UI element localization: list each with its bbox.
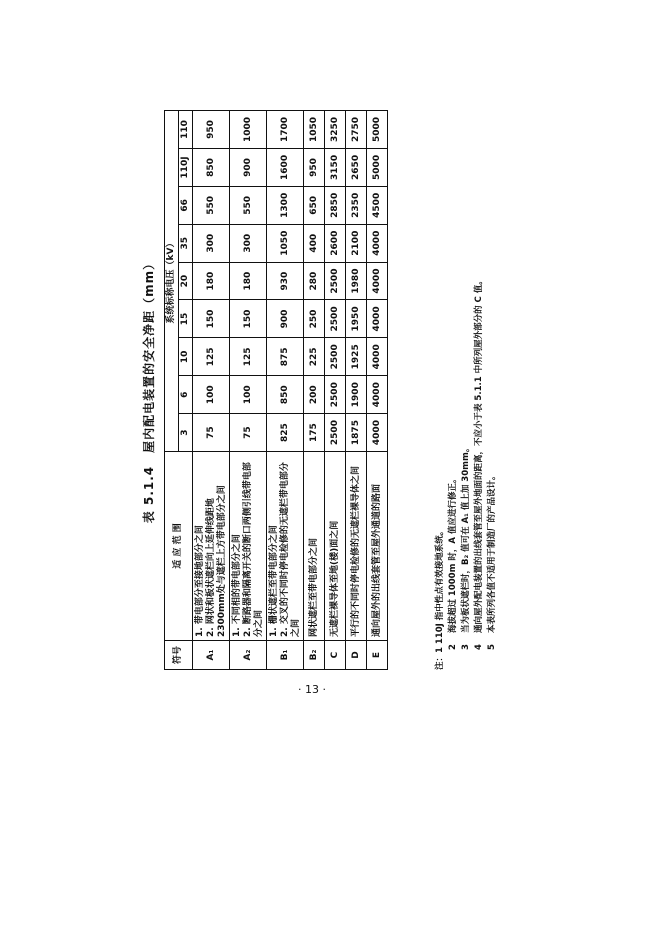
- range-line: 平行的不同时停电检修的无遮栏裸导体之间: [350, 465, 361, 637]
- cell-value: 4000: [367, 262, 388, 300]
- note-item: [460, 110, 473, 670]
- cell-value: 1980: [346, 262, 367, 300]
- cell-value: 75: [193, 414, 230, 452]
- cell-value: 2650: [346, 149, 367, 187]
- cell-value: 2500: [325, 262, 346, 300]
- cell-value: 2350: [346, 186, 367, 224]
- cell-value: 550: [230, 186, 267, 224]
- cell-value: 125: [193, 338, 230, 376]
- cell-value: 2500: [325, 300, 346, 338]
- cell-value: 2500: [325, 414, 346, 452]
- row-symbol: E: [367, 641, 388, 670]
- range-line: 通向屋外的出线套管至屋外通道的路面: [371, 483, 382, 637]
- header-voltage: 10: [179, 338, 193, 376]
- row-range: [346, 452, 367, 641]
- cell-value: 900: [267, 300, 304, 338]
- header-voltage: 3: [179, 414, 193, 452]
- cell-value: 225: [304, 338, 325, 376]
- note-item: [447, 110, 460, 670]
- cell-value: 2100: [346, 224, 367, 262]
- row-range: [325, 452, 346, 641]
- row-range: [193, 452, 230, 641]
- cell-value: 850: [267, 376, 304, 414]
- note-number: 4: [474, 644, 484, 650]
- cell-value: 100: [230, 376, 267, 414]
- table-row: [193, 111, 230, 670]
- range-line: 2. 交叉的不同时停电检修的无遮栏带电部分之间: [279, 462, 301, 637]
- cell-value: 2850: [325, 186, 346, 224]
- cell-value: 4000: [367, 376, 388, 414]
- cell-value: 900: [230, 149, 267, 187]
- cell-value: 1000: [230, 111, 267, 149]
- note-number: 3: [461, 644, 471, 650]
- cell-value: 2600: [325, 224, 346, 262]
- cell-value: 3250: [325, 111, 346, 149]
- cell-value: 100: [193, 376, 230, 414]
- cell-value: 4000: [367, 300, 388, 338]
- cell-value: 400: [304, 224, 325, 262]
- cell-value: 1925: [346, 338, 367, 376]
- rotated-table-sheet: [138, 110, 510, 670]
- row-symbol: B₂: [304, 641, 325, 670]
- cell-value: 4000: [367, 224, 388, 262]
- cell-value: 250: [304, 300, 325, 338]
- cell-value: 175: [304, 414, 325, 452]
- range-line: 网状遮栏至带电部分之间: [308, 537, 319, 637]
- table-row: [230, 111, 267, 670]
- cell-value: 1900: [346, 376, 367, 414]
- cell-value: 2750: [346, 111, 367, 149]
- cell-value: 825: [267, 414, 304, 452]
- note-text: 通向屋外配电装置的出线套管至屋外地面的距离，不应小于表 5.1.1 中所列屋外部分的 C 值。: [474, 276, 484, 634]
- note-number: 5: [487, 644, 497, 650]
- cell-value: 650: [304, 186, 325, 224]
- note-text: 本表所列各值不适用于制造厂的产品设计。: [487, 471, 497, 634]
- note-number: 2: [448, 644, 458, 650]
- cell-value: 5000: [367, 149, 388, 187]
- header-voltage: 15: [179, 300, 193, 338]
- note-text: 110J 指中性点有效接地系统。: [435, 526, 445, 645]
- safety-clearance-table: [164, 110, 388, 670]
- row-range: [230, 452, 267, 641]
- header-voltage-group: 系统标称电压（kV）: [165, 111, 179, 452]
- cell-value: 1600: [267, 149, 304, 187]
- cell-value: 5000: [367, 111, 388, 149]
- cell-value: 125: [230, 338, 267, 376]
- range-line: 无遮栏裸导体至地(楼)面之间: [329, 520, 340, 637]
- table-row: [367, 111, 388, 670]
- cell-value: 300: [230, 224, 267, 262]
- header-voltage: 35: [179, 224, 193, 262]
- range-line: 1. 不同相的带电部分之间: [231, 534, 242, 637]
- note-item: [486, 110, 499, 670]
- row-symbol: C: [325, 641, 346, 670]
- cell-value: 550: [193, 186, 230, 224]
- cell-value: 4000: [367, 338, 388, 376]
- header-voltage: 110J: [179, 149, 193, 187]
- cell-value: 1050: [267, 224, 304, 262]
- header-voltage: 66: [179, 186, 193, 224]
- cell-value: 2500: [325, 338, 346, 376]
- cell-value: 180: [230, 262, 267, 300]
- cell-value: 930: [267, 262, 304, 300]
- table-row: [325, 111, 346, 670]
- cell-value: 2500: [325, 376, 346, 414]
- header-voltage: 110: [179, 111, 193, 149]
- cell-value: 280: [304, 262, 325, 300]
- range-line: 1. 带电部分至接地部分之间: [194, 525, 205, 637]
- header-voltage: 20: [179, 262, 193, 300]
- header-symbol: 符号: [165, 641, 193, 670]
- table-notes: [434, 110, 499, 670]
- range-line: 1. 栅状遮栏至带电部分之间: [268, 525, 279, 637]
- range-line: 2. 断路器和隔离开关的断口两侧引线带电部分之间: [242, 462, 264, 637]
- note-text: 当为板状遮栏时，B₂ 值可在 A₁ 值上加 30mm。: [461, 443, 471, 634]
- cell-value: 4500: [367, 186, 388, 224]
- cell-value: 150: [230, 300, 267, 338]
- note-number: 1: [435, 647, 445, 653]
- cell-value: 1300: [267, 186, 304, 224]
- row-symbol: A₁: [193, 641, 230, 670]
- cell-value: 950: [193, 111, 230, 149]
- row-range: [267, 452, 304, 641]
- header-range: 适 应 范 围: [165, 452, 193, 641]
- row-symbol: D: [346, 641, 367, 670]
- row-symbol: B₁: [267, 641, 304, 670]
- table-row: [304, 111, 325, 670]
- cell-value: 75: [230, 414, 267, 452]
- cell-value: 300: [193, 224, 230, 262]
- table-row: [346, 111, 367, 670]
- cell-value: 1875: [346, 414, 367, 452]
- range-line: 2. 网状和板状遮栏向上延伸线距地2300mm处与遮栏上方带电部分之间: [205, 485, 227, 637]
- row-range: [367, 452, 388, 641]
- row-symbol: A₂: [230, 641, 267, 670]
- header-voltage: 6: [179, 376, 193, 414]
- cell-value: 200: [304, 376, 325, 414]
- cell-value: 4000: [367, 414, 388, 452]
- cell-value: 875: [267, 338, 304, 376]
- notes-label: 注：: [435, 652, 445, 670]
- table-row: [267, 111, 304, 670]
- cell-value: 850: [193, 149, 230, 187]
- cell-value: 1950: [346, 300, 367, 338]
- cell-value: 1700: [267, 111, 304, 149]
- note-text: 海拔超过 1000m 时，A 值应进行修正。: [448, 474, 458, 634]
- table-title: 表 5.1.4 屋内配电装置的安全净距（mm）: [142, 256, 156, 524]
- page-number: · 13 ·: [298, 683, 326, 696]
- cell-value: 3150: [325, 149, 346, 187]
- cell-value: 1050: [304, 111, 325, 149]
- note-item: [473, 110, 486, 670]
- row-range: [304, 452, 325, 641]
- header-row: [165, 111, 179, 670]
- cell-value: 950: [304, 149, 325, 187]
- note-item: [434, 110, 447, 670]
- cell-value: 180: [193, 262, 230, 300]
- cell-value: 150: [193, 300, 230, 338]
